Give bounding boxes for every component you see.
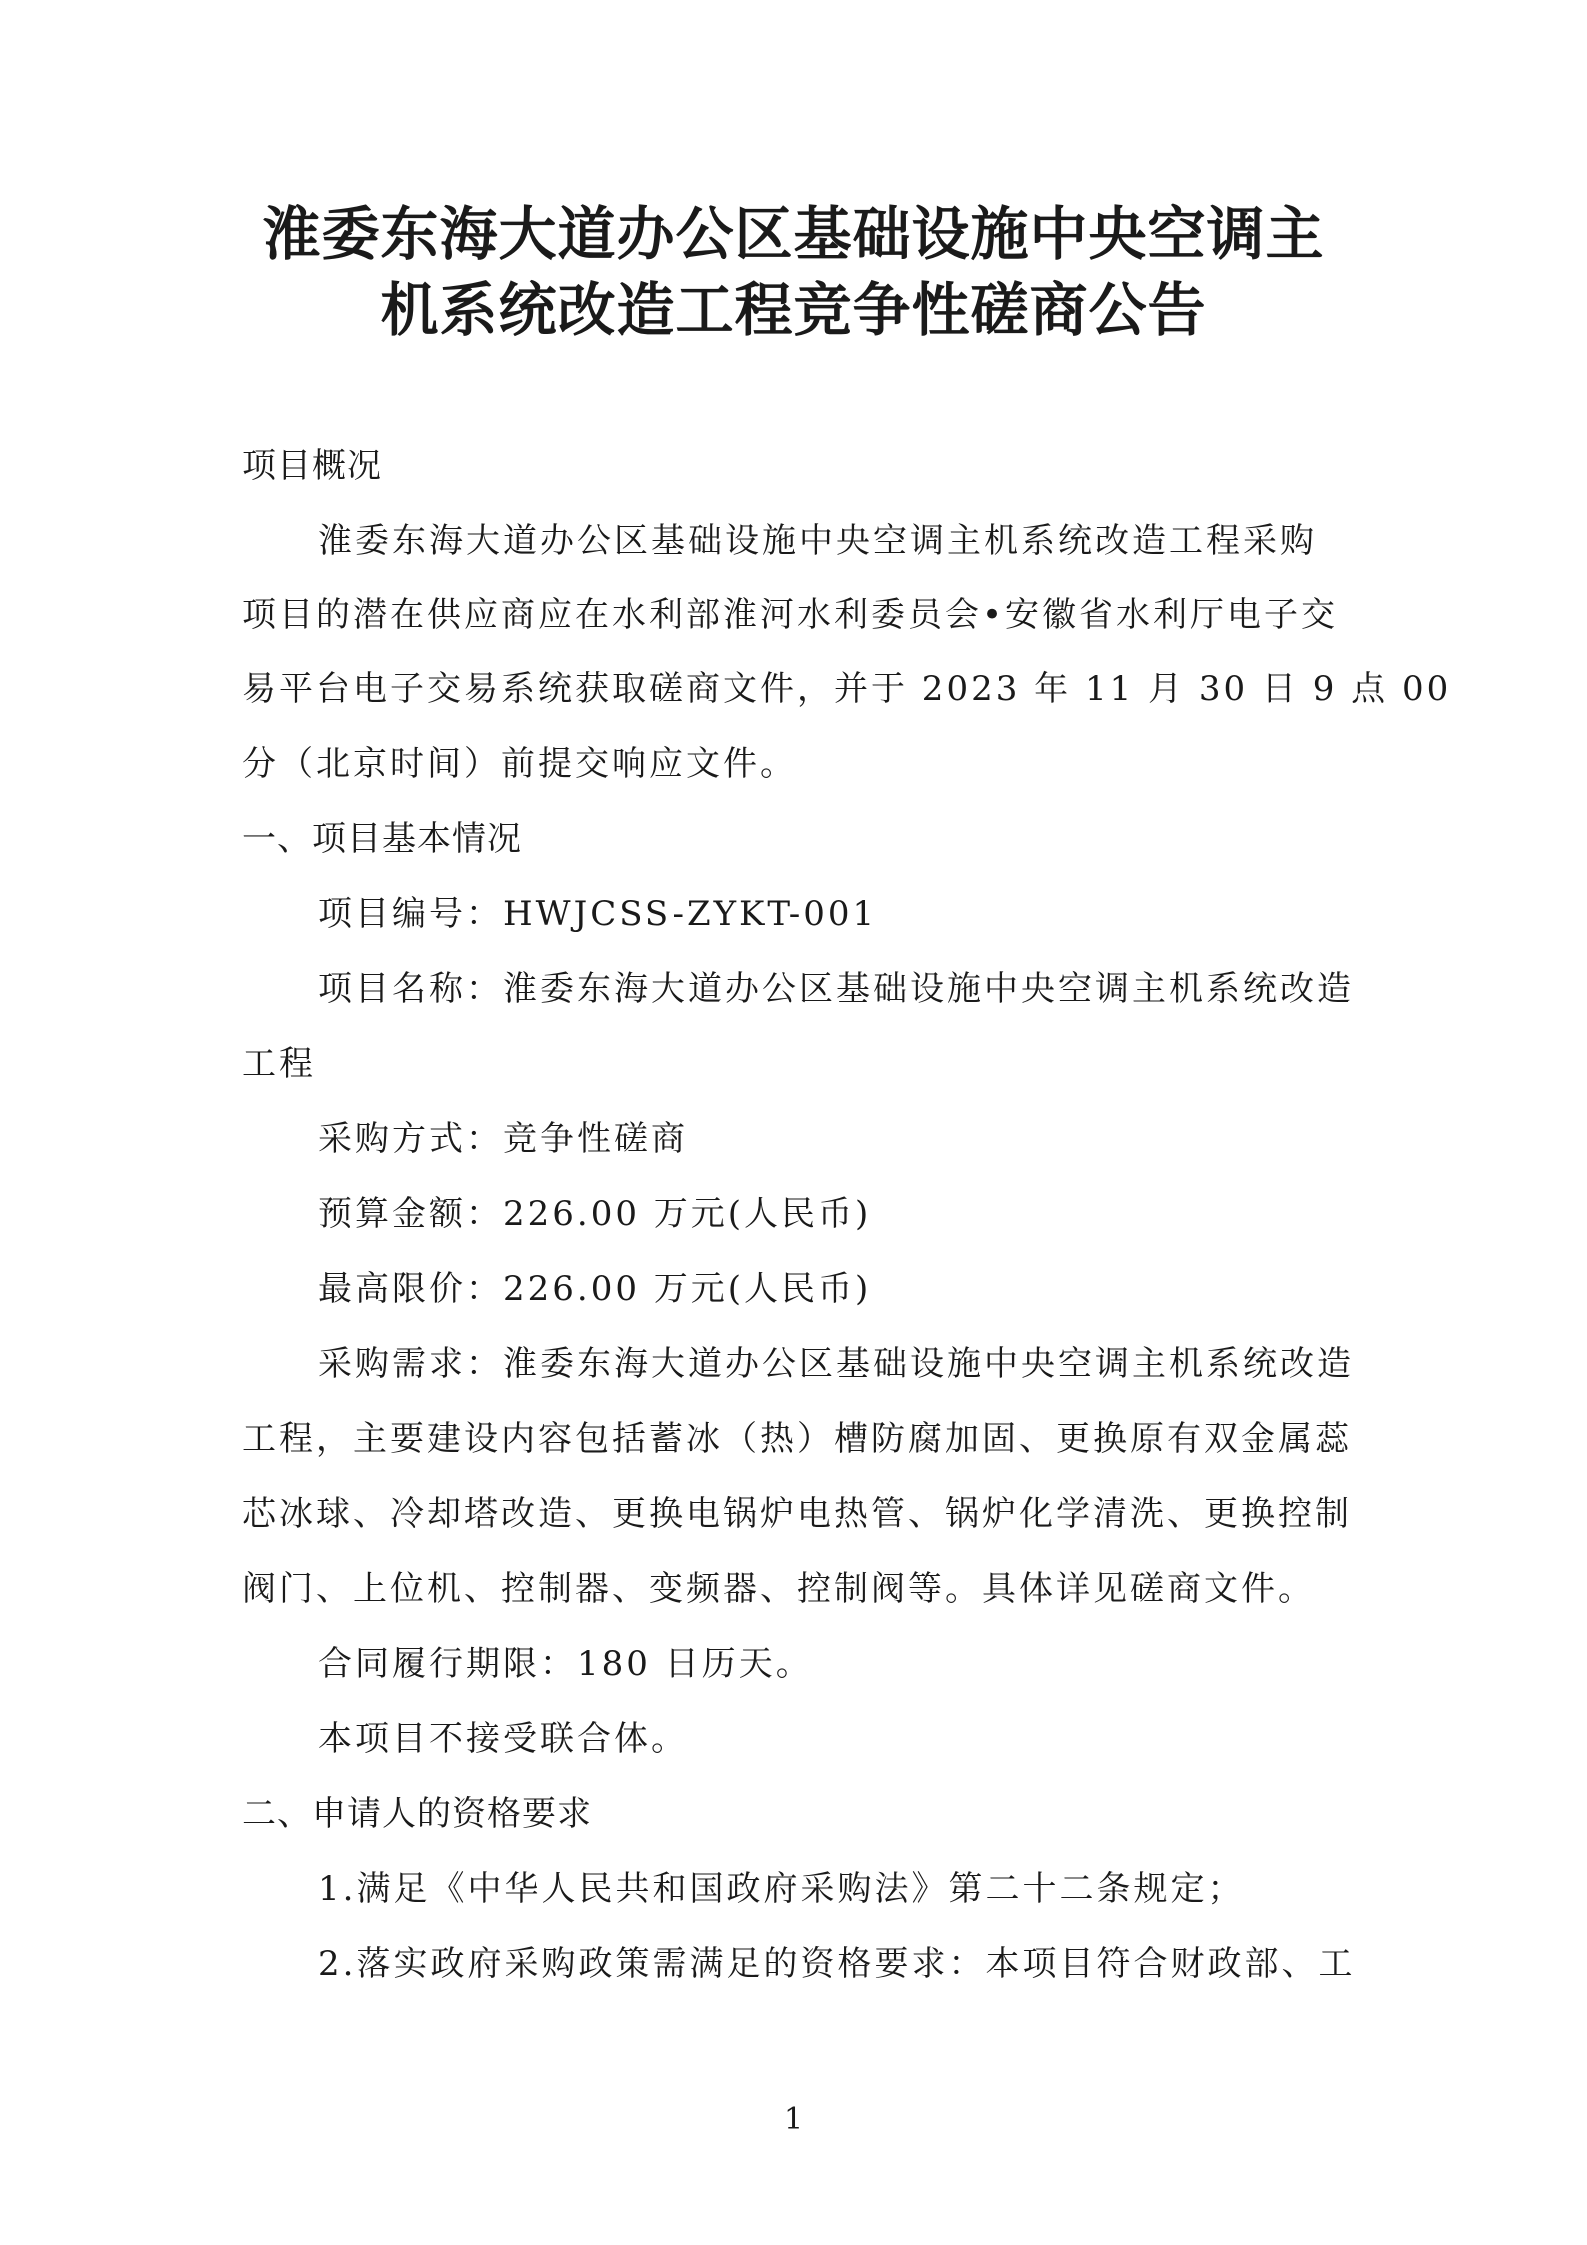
requirement-line: 阀门、上位机、控制器、变频器、控制阀等。具体详见磋商文件。 [242, 1569, 1315, 1609]
document-title-line-2: 机系统改造工程竞争性磋商公告 [380, 276, 1207, 344]
overview-paragraph-line: 易平台电子交易系统获取磋商文件，并于 2023 年 11 月 30 日 9 点 00 [242, 669, 1452, 709]
requirement-line: 工程，主要建设内容包括蓄冰（热）槽防腐加固、更换原有双金属蕊 [242, 1419, 1352, 1459]
requirement-line: 芯冰球、冷却塔改造、更换电锅炉电热管、锅炉化学清洗、更换控制 [242, 1494, 1352, 1534]
document-title-line-1: 淮委东海大道办公区基础设施中央空调主 [262, 200, 1325, 268]
qualification-item-1: 1.满足《中华人民共和国政府采购法》第二十二条规定； [318, 1869, 1245, 1909]
budget-amount: 预算金额：226.00 万元(人民币) [318, 1194, 872, 1234]
overview-paragraph-line: 项目的潜在供应商应在水利部淮河水利委员会•安徽省水利厅电子交 [242, 595, 1339, 635]
consortium-note: 本项目不接受联合体。 [318, 1719, 688, 1759]
section-heading-overview: 项目概况 [242, 446, 382, 486]
section-heading-qualifications: 二、申请人的资格要求 [242, 1794, 592, 1834]
procurement-method: 采购方式：竞争性磋商 [318, 1119, 688, 1159]
page-number: 1 [783, 2102, 804, 2137]
requirement-line: 采购需求：淮委东海大道办公区基础设施中央空调主机系统改造 [318, 1344, 1354, 1384]
project-name-line: 工程 [242, 1044, 316, 1084]
section-heading-basic-info: 一、项目基本情况 [242, 819, 522, 859]
overview-paragraph-line: 淮委东海大道办公区基础设施中央空调主机系统改造工程采购 [318, 521, 1317, 561]
overview-paragraph-line: 分（北京时间）前提交响应文件。 [242, 744, 797, 784]
project-number: 项目编号：HWJCSS-ZYKT-001 [318, 894, 878, 934]
qualification-item-2: 2.落实政府采购政策需满足的资格要求：本项目符合财政部、工 [318, 1944, 1356, 1984]
contract-period: 合同履行期限：180 日历天。 [318, 1644, 813, 1684]
max-price: 最高限价：226.00 万元(人民币) [318, 1269, 872, 1309]
project-name-line: 项目名称：淮委东海大道办公区基础设施中央空调主机系统改造 [318, 969, 1354, 1009]
